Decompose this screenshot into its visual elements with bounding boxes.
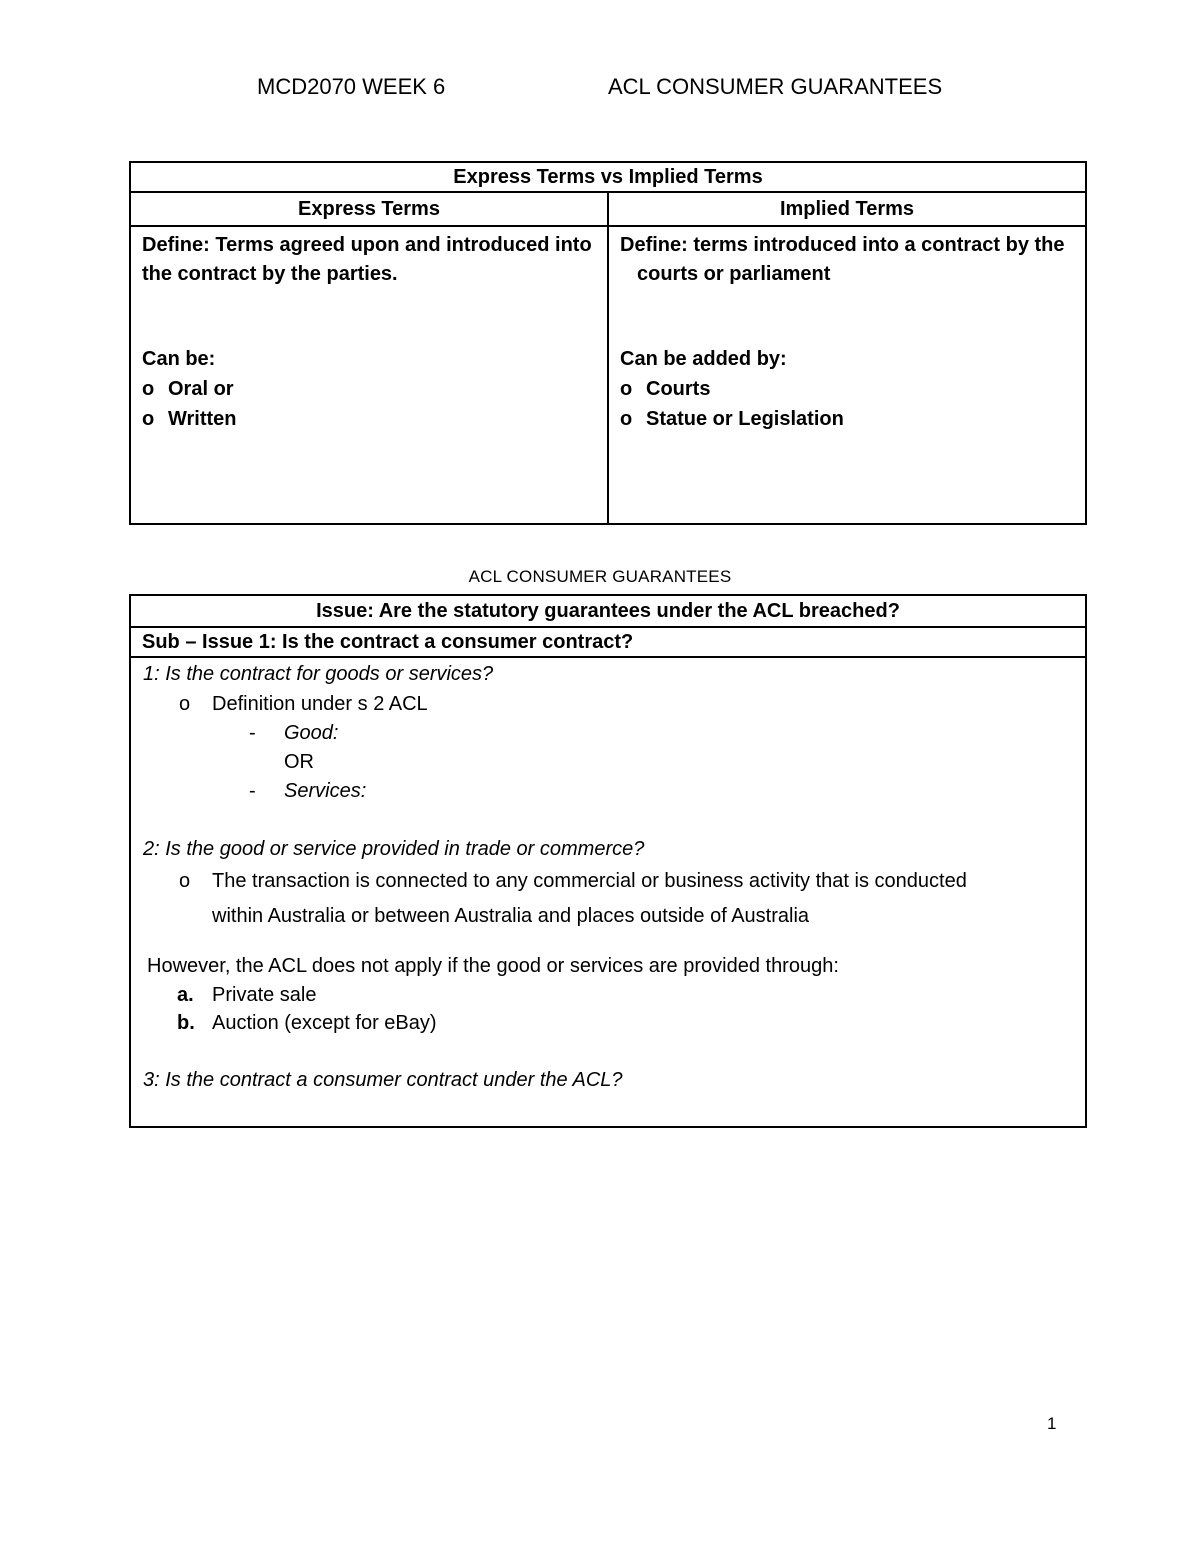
exception-text: Private sale xyxy=(212,984,317,1006)
list-item xyxy=(143,864,1073,934)
list-item xyxy=(143,1009,1073,1037)
services-label: Services: xyxy=(284,780,367,802)
list-item: o Oral or xyxy=(142,374,597,404)
circle-bullet-icon: o xyxy=(142,378,155,400)
terms-comparison-table xyxy=(129,161,1087,525)
page-header xyxy=(0,74,1200,104)
implied-definition: Define: terms introduced into a contract by the courts or parliament xyxy=(620,234,1065,285)
implied-terms-cell xyxy=(608,226,1086,524)
implied-can-be-label: Can be added by: xyxy=(620,348,787,370)
sub-issue-heading: Sub – Issue 1: Is the contract a consumer contract? xyxy=(130,627,1086,657)
circle-bullet-icon: o xyxy=(179,870,191,892)
implied-terms-heading: Implied Terms xyxy=(608,192,1086,226)
list-item xyxy=(143,719,1073,748)
analysis-cell xyxy=(130,657,1086,1127)
course-code: MCD2070 WEEK 6 xyxy=(257,74,446,99)
dash-bullet-icon: - xyxy=(249,722,256,744)
circle-bullet-icon: o xyxy=(620,408,633,430)
list-item xyxy=(143,981,1073,1009)
exception-text: Auction (except for eBay) xyxy=(212,1012,437,1034)
document-title: ACL CONSUMER GUARANTEES xyxy=(608,74,943,99)
express-can-be-label: Can be: xyxy=(142,348,216,370)
trade-commerce-point-line-2: within Australia or between Australia and places outside of Australia xyxy=(212,905,810,927)
circle-bullet-icon: o xyxy=(142,408,155,430)
page-number: 1 xyxy=(1047,1414,1057,1433)
good-label: Good: xyxy=(284,722,339,744)
issue-heading: Issue: Are the statutory guarantees under the ACL breached? xyxy=(130,595,1086,627)
or-label: OR xyxy=(284,751,314,773)
list-item: o Written xyxy=(142,404,597,434)
exception-intro: However, the ACL does not apply if the good or services are provided through: xyxy=(147,955,839,977)
list-item: o Statue or Legislation xyxy=(620,404,1075,434)
circle-bullet-icon: o xyxy=(620,378,633,400)
terms-table-title: Express Terms vs Implied Terms xyxy=(130,162,1086,192)
express-forms-list xyxy=(142,374,597,434)
list-item: o Courts xyxy=(620,374,1075,404)
acl-guarantees-table xyxy=(129,594,1087,1128)
implied-sources-list xyxy=(620,374,1075,434)
express-terms-cell xyxy=(130,226,608,524)
question-3: 3: Is the contract a consumer contract under the ACL? xyxy=(143,1069,623,1091)
list-marker: a. xyxy=(177,984,194,1006)
list-item xyxy=(143,689,1073,719)
express-definition: Define: Terms agreed upon and introduced into the contract by the parties. xyxy=(142,234,592,285)
dash-bullet-icon: - xyxy=(249,780,256,802)
trade-commerce-point-line-1: The transaction is connected to any commercial or business activity that is conducted xyxy=(212,870,967,892)
list-marker: b. xyxy=(177,1012,195,1034)
list-item xyxy=(143,777,1073,806)
question-2: 2: Is the good or service provided in trade or commerce? xyxy=(143,838,645,860)
question-1: 1: Is the contract for goods or services? xyxy=(143,663,494,685)
definition-point: Definition under s 2 ACL xyxy=(212,693,428,715)
express-terms-heading: Express Terms xyxy=(130,192,608,226)
list-item xyxy=(143,748,1073,777)
circle-bullet-icon: o xyxy=(179,693,191,715)
section-caption: ACL CONSUMER GUARANTEES xyxy=(468,567,732,586)
